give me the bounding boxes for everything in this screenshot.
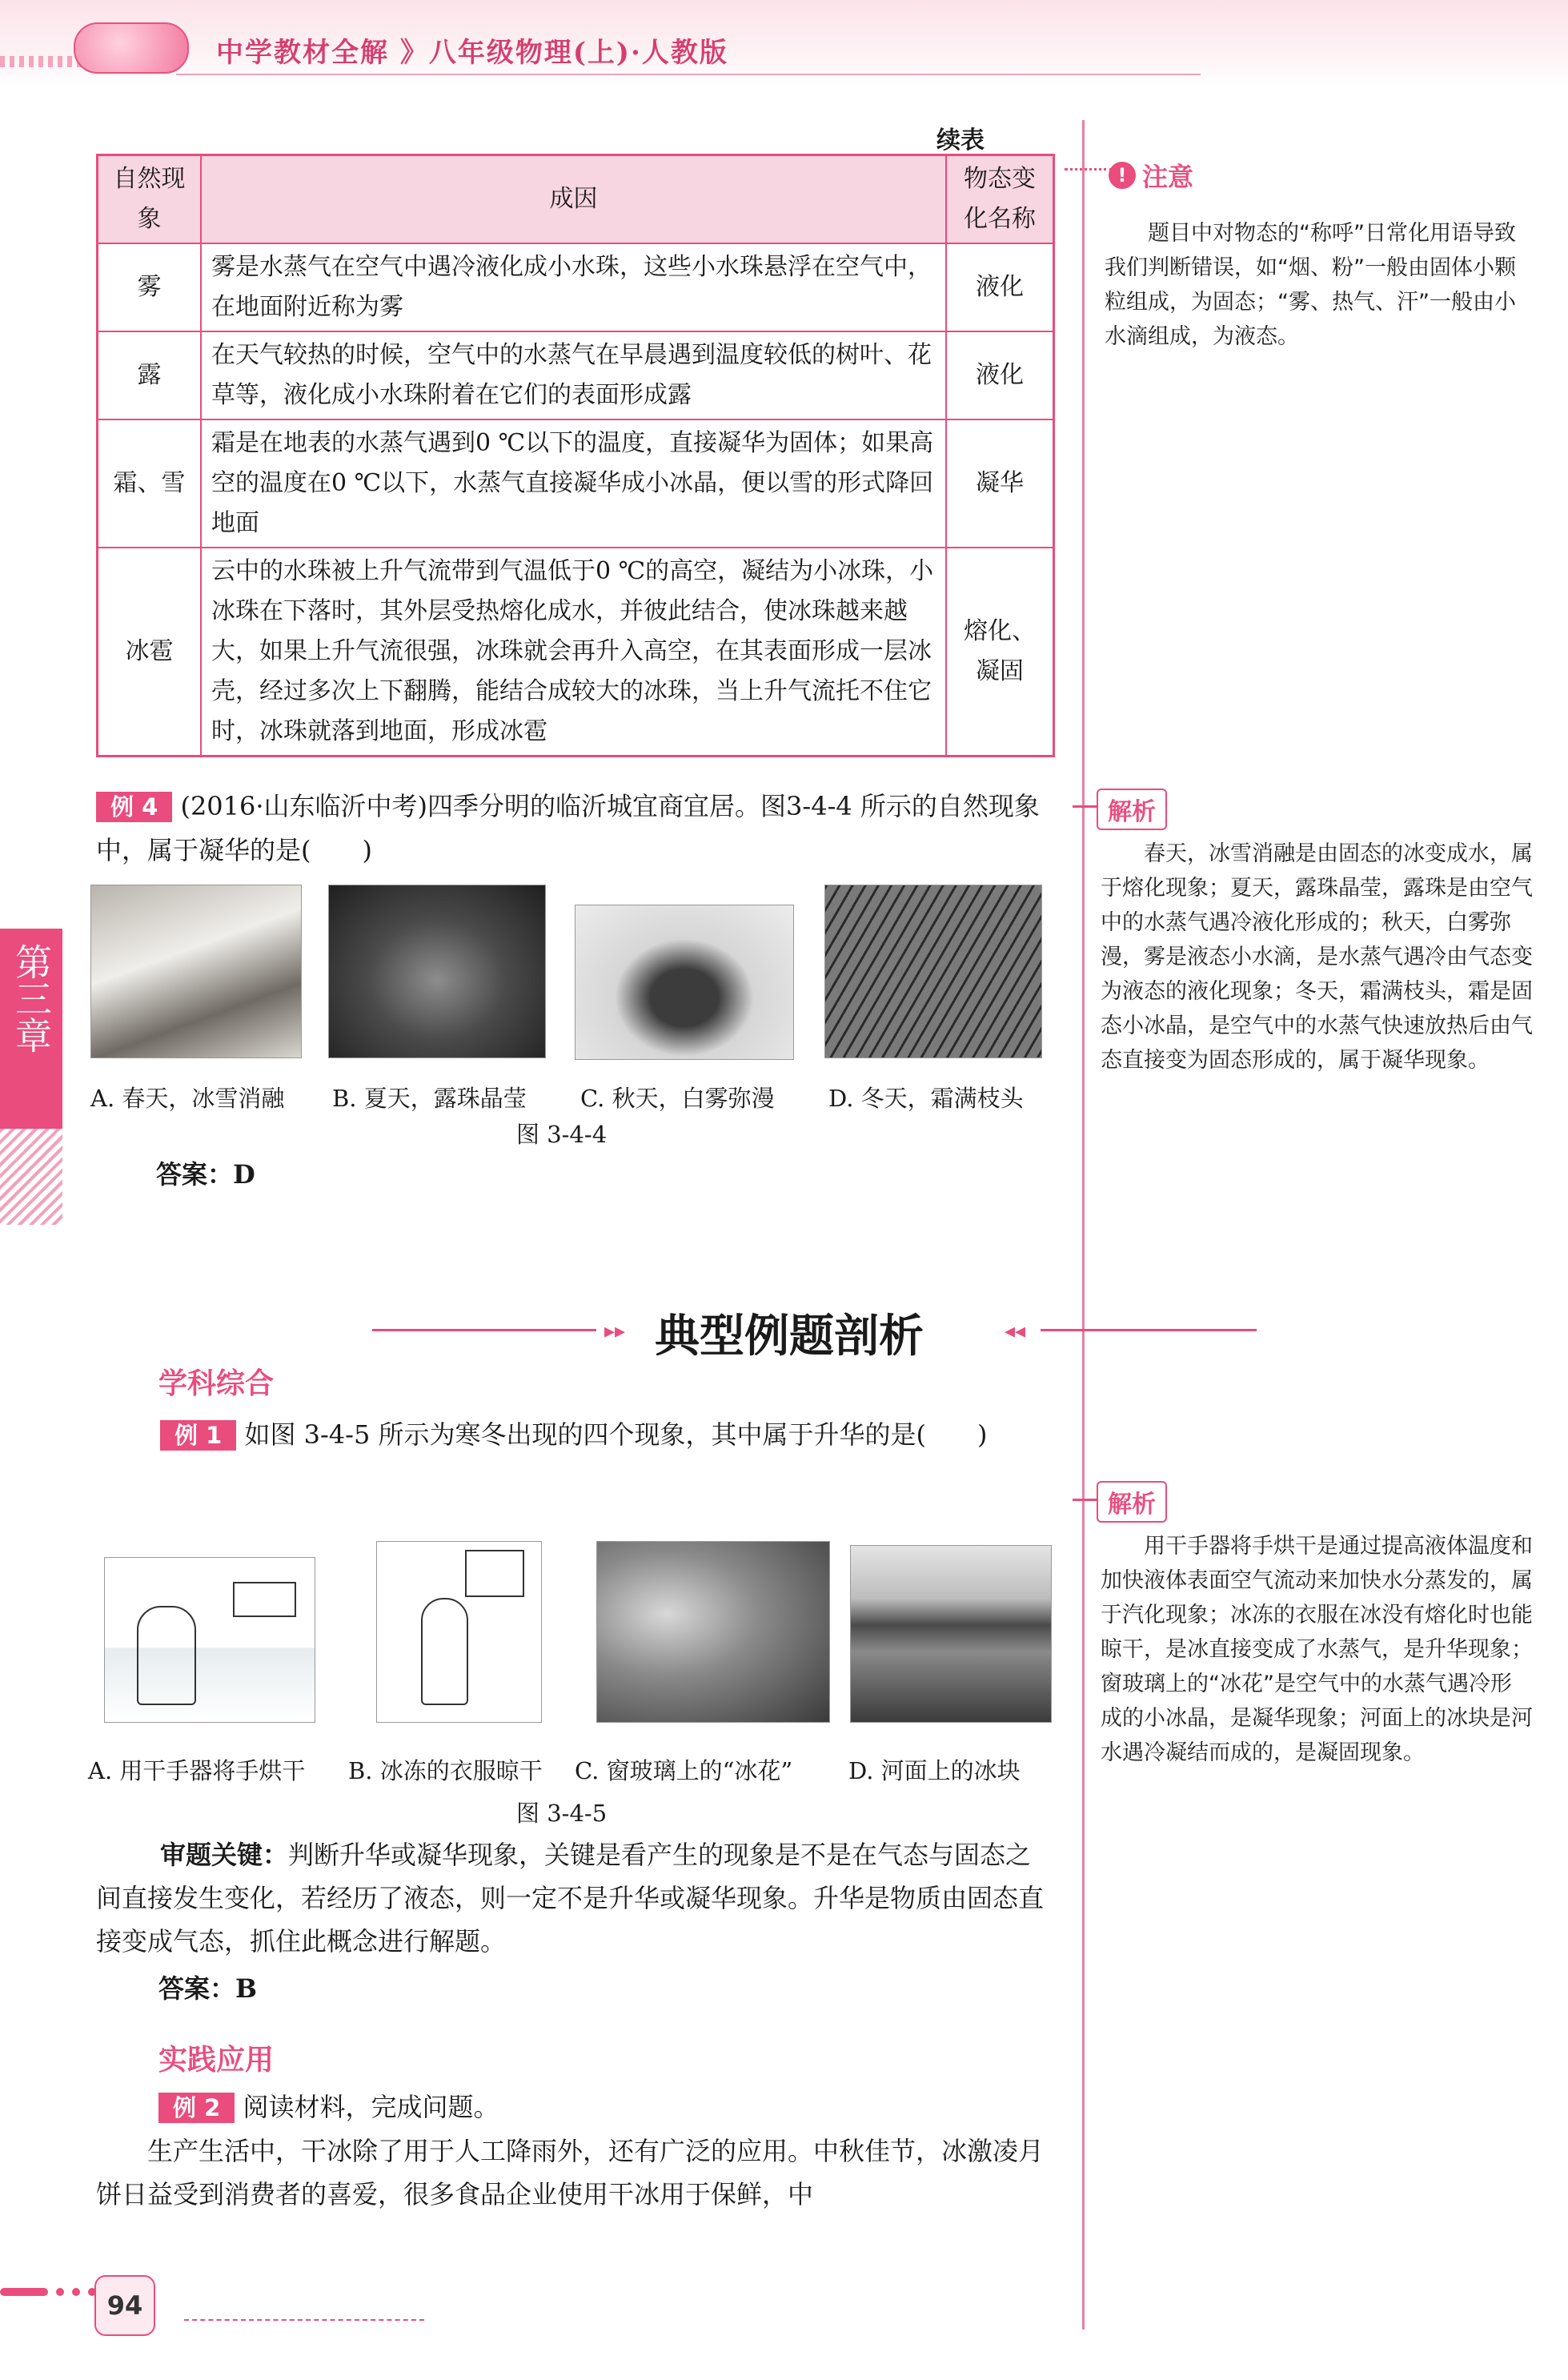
section-title: 典型例题剖析 xyxy=(655,1310,924,1363)
row-change: 凝华 xyxy=(946,419,1054,548)
chapter-tab-decoration xyxy=(0,1129,62,1225)
table-row xyxy=(98,419,1054,548)
row-change: 液化 xyxy=(946,243,1054,331)
example4-option-a: A. 春天，冰雪消融 xyxy=(90,1085,285,1112)
note-tag: 注意 xyxy=(1142,162,1194,192)
note-header xyxy=(1109,157,1193,194)
example2-question: 阅读材料，完成问题。 xyxy=(243,2092,499,2122)
example1-question: 如图 3-4-5 所示为寒冬出现的四个现象，其中属于升华的是( ) xyxy=(244,1419,988,1450)
example1-key-text: 判断升华或凝华现象，关键是看产生的现象是不是在气态与固态之间直接发生变化，若经历了液态，则一定不是升华或凝华现象。升华是物质由固态直接变成气态，抓住此概念进行解题。 xyxy=(96,1840,1045,1957)
example4-answer: 答案：D xyxy=(156,1159,255,1190)
person-sketch-icon xyxy=(137,1606,196,1705)
book-logo-icon xyxy=(74,22,189,74)
photo-dew-drop xyxy=(328,885,546,1058)
subject-heading: 学科综合 xyxy=(158,1367,275,1400)
photo-melting-snow xyxy=(90,885,302,1058)
chapter-tab-label: 第三章 xyxy=(10,943,53,1054)
chapter-tab xyxy=(0,929,62,1129)
example4-analysis-tag: 解析 xyxy=(1097,789,1167,830)
row-phenomenon: 冰雹 xyxy=(98,548,202,757)
photo-frost-branches xyxy=(824,885,1042,1058)
example1-option-b: B. 冰冻的衣服晾干 xyxy=(348,1757,543,1784)
example1-figure-caption: 图 3-4-5 xyxy=(516,1800,608,1827)
margin-divider xyxy=(1082,120,1085,2330)
table-header-phenomenon: 自然现象 xyxy=(98,155,202,244)
example1-analysis-tag: 解析 xyxy=(1097,1481,1167,1523)
row-cause: 在天气较热的时候，空气中的水蒸气在早晨遇到温度较低的树叶、花草等，液化成小水珠附着在它们的表面形成露 xyxy=(201,331,946,419)
row-change: 液化 xyxy=(946,331,1054,419)
clothes-sketch-icon xyxy=(465,1550,524,1597)
section-title-line-left xyxy=(372,1329,596,1331)
person-sketch-icon xyxy=(421,1598,468,1705)
example2-question-block xyxy=(158,2085,499,2129)
example1-key-block xyxy=(96,1833,1057,1963)
photo-ice-flowers xyxy=(596,1541,830,1723)
section-title-line-right xyxy=(1041,1329,1257,1331)
example4-analysis: 春天，冰雪消融是由固态的冰变成水，属于熔化现象；夏天，露珠晶莹，露珠是由空气中的水蒸气遇冷液化形成的；秋天，白雾弥漫，雾是液态小水滴，是水蒸气遇冷由气态变为液态的液化现象；冬天，霜满枝头，霜是固态小冰晶，是空气中的水蒸气快速放热后由气态直接变为固态形成的，属于凝华现象。 xyxy=(1101,841,1533,1073)
header-title: 中学教材全解 》八年级物理(上)·人教版 xyxy=(216,37,728,69)
example1-answer: 答案：B xyxy=(158,1973,258,2004)
row-phenomenon: 雾 xyxy=(98,243,202,331)
footer-dots xyxy=(0,2288,96,2296)
arrow-left-icon: ◂◂ xyxy=(1005,1319,1026,1343)
practice-heading: 实践应用 xyxy=(158,2044,275,2077)
example4-option-b: B. 夏天，露珠晶莹 xyxy=(332,1085,527,1112)
dryer-sketch-icon xyxy=(233,1582,296,1617)
page-number: 94 xyxy=(94,2275,155,2336)
table-header-cause: 成因 xyxy=(201,155,946,244)
phenomena-table xyxy=(96,154,1055,757)
row-phenomenon: 露 xyxy=(98,331,202,419)
example1-analysis: 用干手器将手烘干是通过提高液体温度和加快液体表面空气流动来加快水分蒸发的，属于汽化现象；冰冻的衣服在冰没有熔化时也能晾干，是冰直接变成了水蒸气，是升华现象；窗玻璃上的“冰花”是空气中的水蒸气遇冷形成的小冰晶，是凝华现象；河面上的冰块是河水遇冷凝结而成的，是凝固现象。 xyxy=(1101,1534,1533,1765)
example4-question-block xyxy=(96,785,1057,872)
table-header-row xyxy=(98,155,1054,244)
row-cause: 云中的水珠被上升气流带到气温低于0 ℃的高空，凝结为小冰珠，小冰珠在下落时，其外层受热熔化成水，并彼此结合，使冰珠越来越大，如果上升气流很强，冰珠就会再升入高空，在其表面形成一层冰壳，经过多次上下翻腾，能结合成较大的冰珠，当上升气流托不住它时，冰珠就落到地面，形成冰雹 xyxy=(201,548,946,757)
example4-question: (2016·山东临沂中考)四季分明的临沂城宜商宜居。图3-4-4 所示的自然现象中，属于凝华的是( ) xyxy=(96,791,1040,865)
row-cause: 霜是在地表的水蒸气遇到0 ℃以下的温度，直接凝华为固体；如果高空的温度在0 ℃以下，水蒸气直接凝华成小冰晶，便以雪的形式降回地面 xyxy=(201,419,946,548)
example1-option-c: C. 窗玻璃上的“冰花” xyxy=(575,1757,793,1784)
photo-fog xyxy=(575,905,794,1060)
example4-badge: 例 4 xyxy=(96,792,172,822)
row-change: 熔化、凝固 xyxy=(946,548,1054,757)
exclamation-icon: ! xyxy=(1109,162,1136,189)
example1-badge: 例 1 xyxy=(160,1420,236,1451)
note-text: 题目中对物态的“称呼”日常化用语导致我们判断错误，如“烟、粉”一般由固体小颗粒组成，为固态；“雾、热气、汗”一般由小水滴组成，为液态。 xyxy=(1105,221,1516,349)
arrow-right-icon: ▸▸ xyxy=(604,1319,626,1343)
example1-question-block xyxy=(96,1413,1057,1457)
example4-option-d: D. 冬天，霜满枝头 xyxy=(828,1085,1024,1112)
example1-option-d: D. 河面上的冰块 xyxy=(848,1757,1021,1784)
photo-river-ice xyxy=(850,1545,1052,1723)
example1-option-a: A. 用干手器将手烘干 xyxy=(88,1757,306,1784)
table-row xyxy=(98,548,1054,757)
header-divider xyxy=(176,74,1201,75)
table-row xyxy=(98,243,1054,331)
example2-material: 生产生活中，干冰除了用于人工降雨外，还有广泛的应用。中秋佳节，冰激凌月饼日益受到消费者的喜爱，很多食品企业使用干冰用于保鲜，中 xyxy=(96,2136,1045,2209)
row-phenomenon: 霜、雪 xyxy=(98,419,202,548)
footer-line xyxy=(184,2319,424,2321)
row-cause: 雾是水蒸气在空气中遇冷液化成小水珠，这些小水珠悬浮在空气中，在地面附近称为雾 xyxy=(201,243,946,331)
table-header-change: 物态变化名称 xyxy=(946,155,1054,244)
photo-hand-dryer xyxy=(104,1557,315,1723)
example1-key-label: 审题关键： xyxy=(160,1840,289,1870)
example4-option-c: C. 秋天，白雾弥漫 xyxy=(580,1085,775,1112)
example2-badge: 例 2 xyxy=(158,2093,235,2123)
photo-frozen-clothes xyxy=(376,1541,542,1723)
example4-figure-caption: 图 3-4-4 xyxy=(516,1121,608,1148)
table-row xyxy=(98,331,1054,419)
table-continued-label: 续表 xyxy=(936,126,985,155)
note-connector xyxy=(1065,168,1113,171)
